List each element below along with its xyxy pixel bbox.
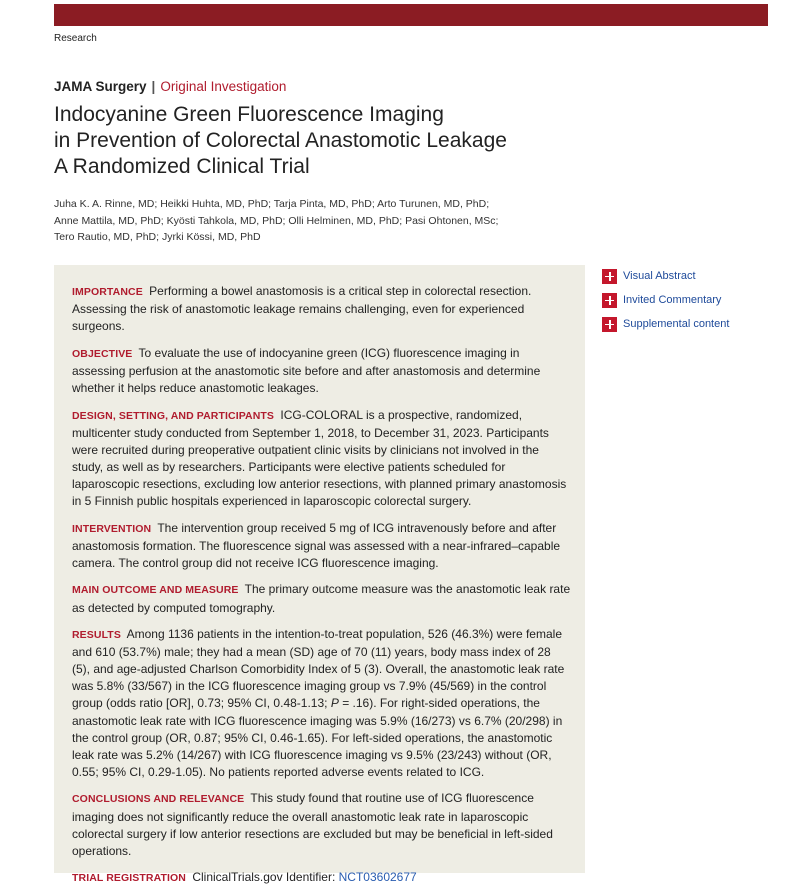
- link-label: Supplemental content: [623, 318, 730, 330]
- abstract-conclusions: [72, 790, 571, 859]
- abstract-text: ICG-COLORAL is a prospective, randomized, multicenter study conducted from September 1, 2018, to December 31, 2023. Participants were recruited during preoperative outpatient clinic visits by clinicians not involved in the study, as well as by researchers. Participants were elective patients scheduled for laparoscopic resections, excluding low anterior resections, with planned primary anastomosis in 5 Finnish public hospitals experienced in laparoscopic colorectal surgery.: [72, 407, 567, 509]
- abstract-text: This study found that routine use of ICG fluorescence imaging does not significantly reduce the overall anastomotic leak rate in laparoscopic colorectal surgery if low anterior resections are excluded but may be beneficial in left-sided operations.: [72, 791, 553, 858]
- title-line-1: Indocyanine Green Fluorescence Imaging: [54, 103, 444, 126]
- abstract-text: To evaluate the use of indocyanine green (ICG) fluorescence imaging in assessing perfusion at the anastomotic site before and after anastomosis and determine whether it helps reduce anastomotic leakages.: [72, 345, 541, 395]
- abstract-importance: [72, 283, 571, 335]
- plus-icon: [602, 317, 617, 332]
- abstract-text: Performing a bowel anastomosis is a critical step in colorectal resection. Assessing the risk of anastomotic leakage remains challenging, even for experienced surgeons.: [72, 284, 532, 334]
- section-label: Research: [54, 33, 97, 44]
- abstract-box: [54, 265, 585, 885]
- abstract-results: [72, 626, 571, 781]
- abstract-text: ClinicalTrials.gov Identifier:: [192, 870, 336, 885]
- abstract-registration: [72, 869, 571, 887]
- abstract-heading: IMPORTANCE: [72, 286, 143, 298]
- abstract-heading: DESIGN, SETTING, AND PARTICIPANTS: [72, 409, 275, 422]
- abstract-objective: [72, 345, 571, 397]
- trial-registration-link[interactable]: NCT03602677: [338, 870, 417, 885]
- abstract-heading: MAIN OUTCOME AND MEASURE: [72, 584, 239, 597]
- abstract-design: [72, 407, 571, 511]
- abstract-heading: RESULTS: [72, 629, 121, 642]
- abstract-text: The primary outcome measure was the anastomotic leak rate as detected by computed tomography.: [72, 582, 571, 615]
- link-label: Invited Commentary: [623, 294, 722, 306]
- journal-name: JAMA Surgery: [54, 79, 147, 94]
- abstract-text: The intervention group received 5 mg of ICG intravenously before and after anastomosis formation. The fluorescence signal was assessed with a near-infrared–capable camera. The control group did not receive ICG fluorescence imaging.: [72, 520, 561, 570]
- abstract-text: Among 1136 patients in the intention-to-treat population, 526 (46.3%) were female and 610 (53.7%) male; they had a mean (SD) age of 70 (11) years, body mass index of 28 (5), and age-adjusted Charlson Comorbidity Index of 5 (3). Overall, the anastomotic leak rate was 5.8% (33/567) in the ICG fluorescence imaging group vs 7.9% (45/569) in the control group (odds ratio [OR], 0.73; 95% CI, 0.48-1.13;: [72, 627, 565, 711]
- plus-icon: [602, 269, 617, 284]
- article-title: [54, 102, 507, 180]
- author-line: Tero Rautio, MD, PhD; Jyrki Kössi, MD, PhD: [54, 231, 261, 243]
- abstract-intervention: [72, 520, 571, 572]
- invited-commentary-link[interactable]: [602, 288, 729, 312]
- abstract-heading: TRIAL REGISTRATION: [72, 872, 186, 885]
- link-label: Visual Abstract: [623, 270, 696, 282]
- p-value-symbol: P: [330, 696, 339, 711]
- abstract-heading: CONCLUSIONS AND RELEVANCE: [72, 793, 245, 806]
- plus-icon: [602, 293, 617, 308]
- author-line: Juha K. A. Rinne, MD; Heikki Huhta, MD, PhD; Tarja Pinta, MD, PhD; Arto Turunen, MD, PhD;: [54, 198, 490, 210]
- journal-line: [54, 79, 286, 94]
- article-type: Original Investigation: [160, 79, 287, 94]
- journal-separator: |: [151, 79, 156, 94]
- author-list: [54, 196, 534, 246]
- visual-abstract-link[interactable]: [602, 264, 729, 288]
- article-subtitle: A Randomized Clinical Trial: [54, 155, 310, 178]
- title-line-2: in Prevention of Colorectal Anastomotic Leakage: [54, 129, 507, 152]
- supplementary-links: [602, 264, 729, 336]
- journal-brand-bar: [54, 4, 768, 26]
- supplemental-content-link[interactable]: [602, 312, 729, 336]
- author-line: Anne Mattila, MD, PhD; Kyösti Tahkola, MD, PhD; Olli Helminen, MD, PhD; Pasi Ohtonen, MSc;: [54, 214, 499, 227]
- abstract-outcome: [72, 581, 571, 616]
- abstract-heading: OBJECTIVE: [72, 347, 133, 360]
- abstract-heading: INTERVENTION: [72, 522, 152, 535]
- abstract-text: = .16). For right-sided operations, the anastomotic leak rate with ICG fluorescence imaging was 5.9% (16/273) vs 6.7% (20/298) in the control group (OR, 0.87; 95% CI, 0.46-1.65). For left-sided operations, the anastomotic leak rate was 5.2% (14/267) with ICG fluorescence imaging vs 9.5% (23/243) without (OR, 0.55; 95% CI, 0.29-1.05). No patients reported adverse events related to ICG.: [72, 696, 563, 779]
